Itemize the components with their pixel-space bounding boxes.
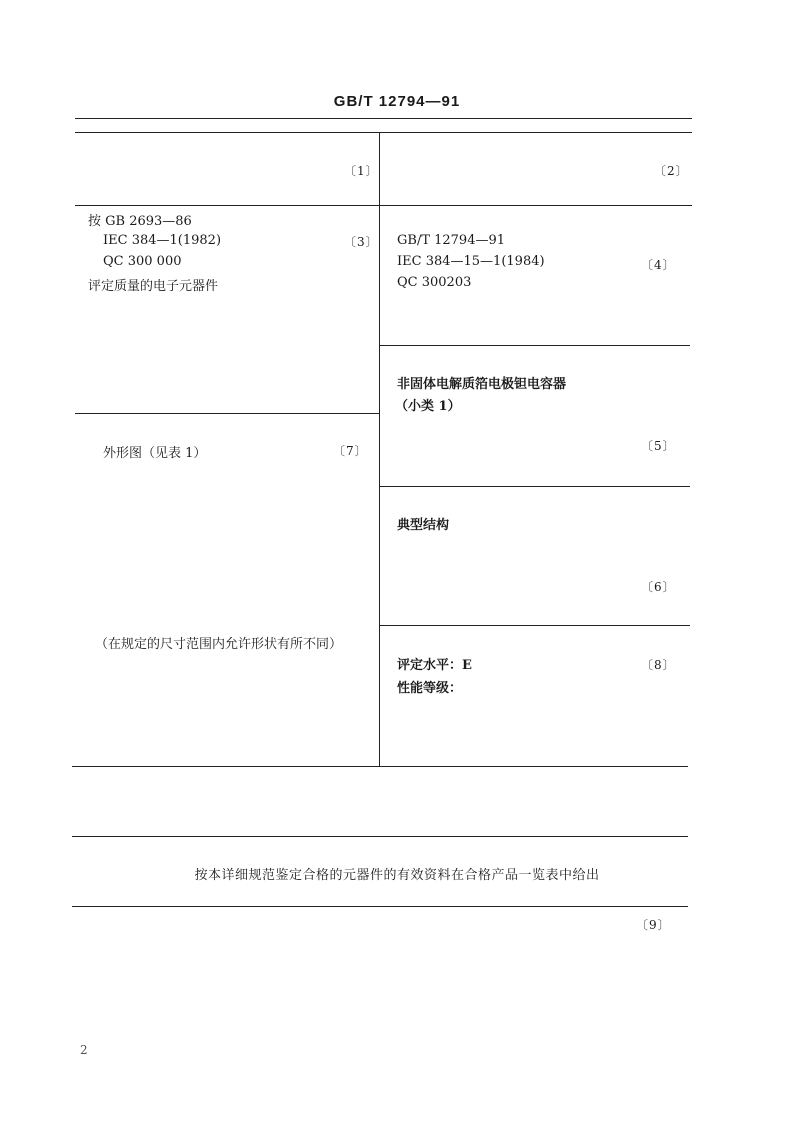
box5-ref: 〔5〕	[641, 439, 676, 453]
box3-line-standard: 按 GB 2693—86	[88, 214, 192, 229]
box7-title: 外形图（见表 1）	[103, 446, 207, 461]
box8-performance-grade: 性能等级：	[397, 681, 463, 696]
box8-assessment-level: 评定水平：E	[397, 658, 472, 673]
rule-box3-bottom	[75, 413, 380, 414]
box3-line-desc: 评定质量的电子元器件	[88, 279, 219, 294]
rule-box1-bottom	[75, 205, 692, 206]
rule-box6-top	[380, 486, 690, 487]
box2-ref: 〔2〕	[654, 164, 689, 178]
box4-line-qc: QC 300203	[397, 275, 472, 290]
box9-ref: 〔9〕	[636, 918, 671, 932]
box3-line-qc: QC 300 000	[103, 254, 182, 269]
rule-grid-bottom	[72, 766, 688, 767]
box7-note: （在规定的尺寸范围内允许形状有所不同）	[95, 637, 343, 652]
box3-line-iec: IEC 384—1(1982)	[103, 233, 222, 248]
box7-ref: 〔7〕	[333, 444, 368, 458]
box1-ref: 〔1〕	[344, 164, 379, 178]
box4-ref: 〔4〕	[641, 258, 676, 272]
box6-title: 典型结构	[397, 518, 450, 533]
box8-ref: 〔8〕	[641, 658, 676, 672]
box9-text: 按本详细规范鉴定合格的元器件的有效资料在合格产品一览表中给出	[194, 868, 600, 883]
rule-box8-top	[380, 625, 690, 626]
top-rule-1	[75, 118, 692, 119]
rule-box5-top	[380, 345, 690, 346]
top-rule-2	[75, 132, 692, 133]
page-number: 2	[80, 1043, 88, 1057]
box4-line-gbt: GB/T 12794—91	[397, 233, 506, 248]
center-divider	[379, 132, 380, 766]
box5-title: 非固体电解质箔电极钽电容器	[397, 377, 567, 392]
box6-ref: 〔6〕	[641, 580, 676, 594]
document-header-title: GB/T 12794—91	[333, 93, 461, 110]
box5-subtitle: （小类 1）	[395, 399, 461, 414]
rule-box9-bottom	[72, 906, 688, 907]
box4-line-iec: IEC 384—15—1(1984)	[397, 254, 545, 269]
box3-ref: 〔3〕	[344, 235, 379, 249]
rule-box9-top	[72, 836, 688, 837]
